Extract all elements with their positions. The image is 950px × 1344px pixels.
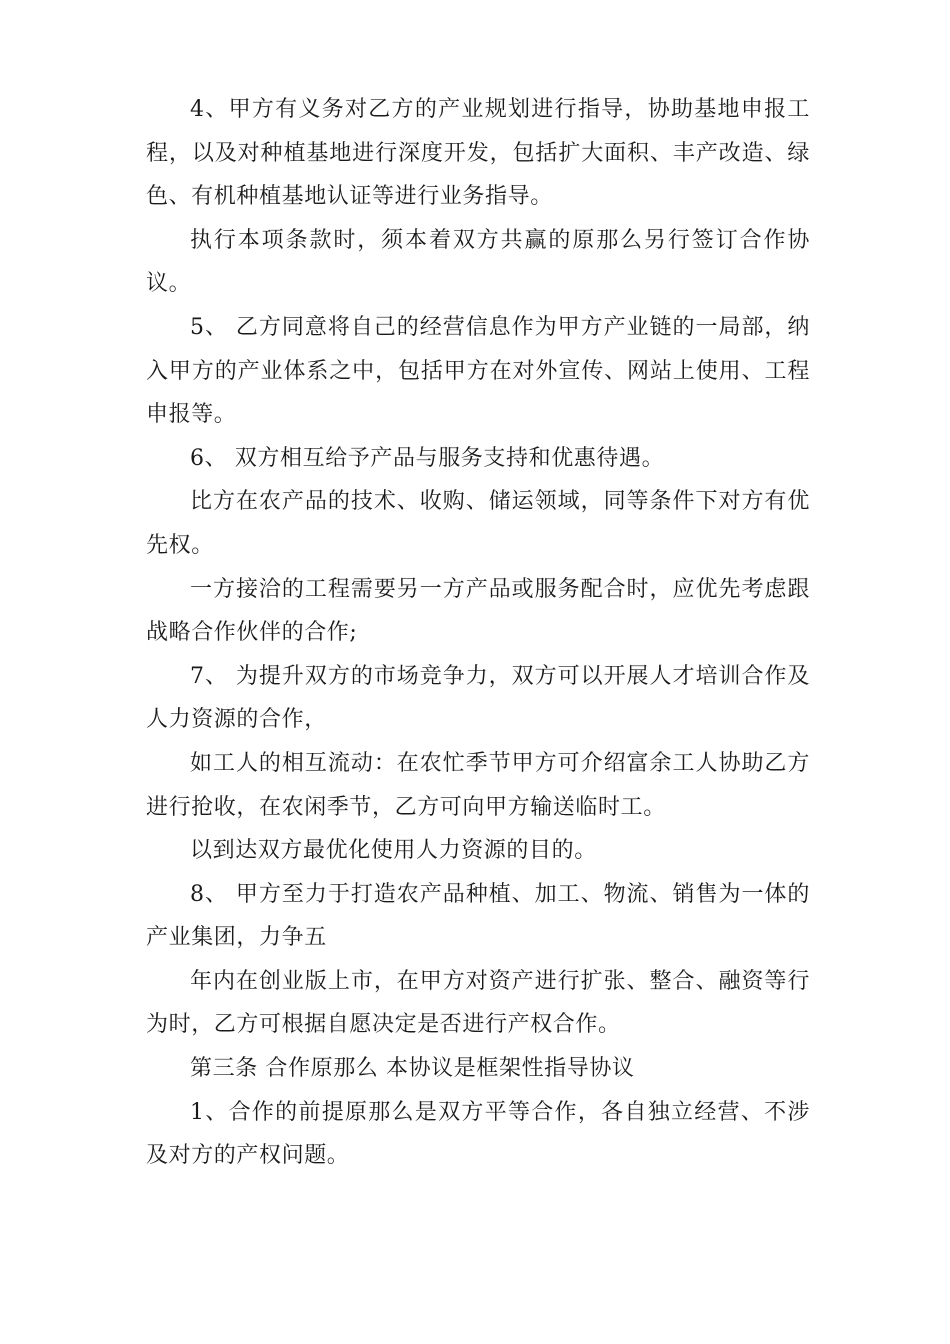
paragraph-item-5-info-sharing: 5、 乙方同意将自己的经营信息作为甲方产业链的一局部，纳入甲方的产业体系之中，包括甲方在对外宣传、网站上使用、工程申报等。	[146, 314, 810, 428]
section-heading-article-3: 第三条 合作原那么 本协议是框架性指导协议	[190, 1056, 635, 1082]
paragraph-item-8-industry-group: 8、 甲方至力于打造农产品种植、加工、物流、销售为一体的产业集团，力争五	[146, 881, 810, 951]
paragraph-item-6-mutual-support: 6、 双方相互给予产品与服务支持和优惠待遇。	[190, 445, 665, 471]
paragraph-item-4-guidance: 4、甲方有义务对乙方的产业规划进行指导，协助基地申报工程，以及对种植基地进行深度开发，包括扩大面积、丰产改造、绿色、有机种植基地认证等进行业务指导。	[146, 97, 810, 210]
paragraph-listing-plan: 年内在创业版上市，在甲方对资产进行扩张、整合、融资等行为时，乙方可根据自愿决定是否进行产权合作。	[146, 968, 810, 1038]
paragraph-execution-note: 执行本项条款时，须本着双方共赢的原那么另行签订合作协议。	[146, 227, 810, 297]
paragraph-item-7-talent: 7、 为提升双方的市场竞争力，双方可以开展人才培训合作及人力资源的合作，	[146, 663, 810, 733]
paragraph-project-cooperation: 一方接洽的工程需要另一方产品或服务配合时，应优先考虑跟战略合作伙伴的合作;	[146, 576, 810, 646]
document-body	[146, 88, 810, 1178]
paragraph-hr-optimization: 以到达双方最优化使用人力资源的目的。	[190, 838, 597, 864]
paragraph-worker-flow: 如工人的相互流动：在农忙季节甲方可介绍富余工人协助乙方进行抢收，在农闲季节，乙方可向甲方输送临时工。	[146, 750, 810, 820]
paragraph-article-3-item-1: 1、合作的前提原那么是双方平等合作，各自独立经营、不涉及对方的产权问题。	[146, 1099, 810, 1169]
paragraph-priority-right: 比方在农产品的技术、收购、储运领域，同等条件下对方有优先权。	[146, 489, 810, 558]
